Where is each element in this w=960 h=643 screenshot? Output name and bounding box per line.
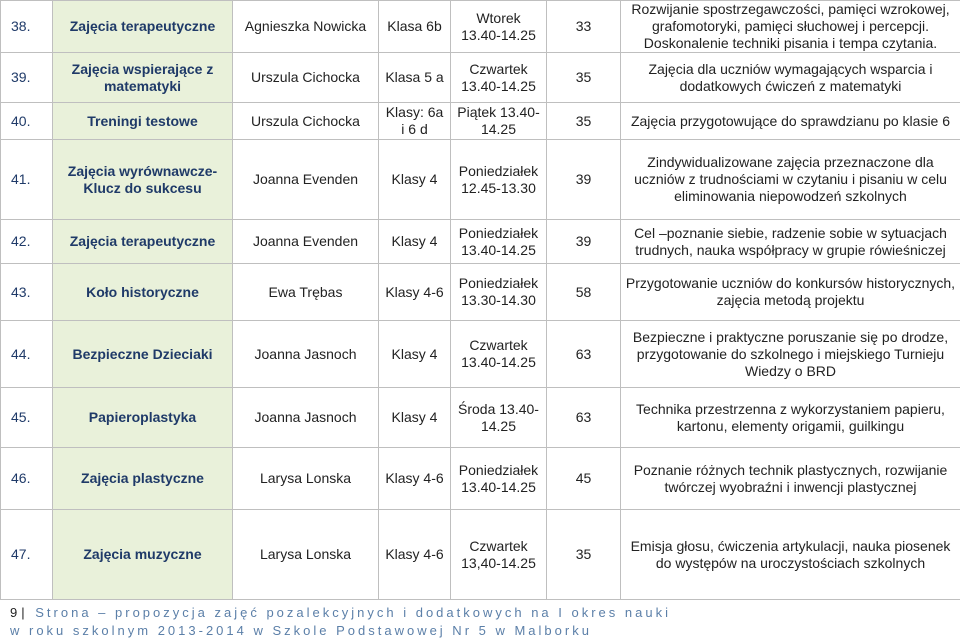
activity-name: Papieroplastyka	[53, 388, 233, 448]
schedule-time: Piątek 13.40-14.25	[451, 103, 547, 140]
teacher-name: Urszula Cichocka	[233, 103, 379, 140]
table-row	[1, 388, 960, 448]
class-group: Klasa 6b	[379, 1, 451, 53]
schedule-time: Poniedziałek 12.45-13.30	[451, 140, 547, 220]
class-group: Klasy 4	[379, 321, 451, 388]
participant-count: 33	[547, 1, 621, 53]
row-number: 47.	[1, 510, 53, 600]
row-number: 46.	[1, 448, 53, 510]
activity-name: Zajęcia wyrównawcze- Klucz do sukcesu	[53, 140, 233, 220]
class-group: Klasa 5 a	[379, 53, 451, 103]
page-footer	[10, 604, 671, 640]
teacher-name: Urszula Cichocka	[233, 53, 379, 103]
table-row	[1, 510, 960, 600]
activity-name: Zajęcia terapeutyczne	[53, 220, 233, 264]
row-number: 42.	[1, 220, 53, 264]
teacher-name: Larysa Lonska	[233, 448, 379, 510]
activity-name: Zajęcia wspierające z matematyki	[53, 53, 233, 103]
footer-separator: |	[21, 605, 25, 620]
footer-text-2: w roku szkolnym 2013-2014 w Szkole Podstawowej Nr 5 w Malborku	[10, 623, 592, 638]
teacher-name: Larysa Lonska	[233, 510, 379, 600]
activity-name: Treningi testowe	[53, 103, 233, 140]
teacher-name: Joanna Evenden	[233, 140, 379, 220]
schedule-time: Poniedziałek 13.40-14.25	[451, 220, 547, 264]
activity-description: Emisja głosu, ćwiczenia artykulacji, nauka piosenek do występów na uroczystościach szkolnych	[621, 510, 960, 600]
table-row	[1, 1, 960, 53]
table-row	[1, 321, 960, 388]
participant-count: 35	[547, 103, 621, 140]
schedule-time: Poniedziałek 13.30-14.30	[451, 264, 547, 321]
row-number: 40.	[1, 103, 53, 140]
row-number: 44.	[1, 321, 53, 388]
class-group: Klasy 4-6	[379, 510, 451, 600]
activity-name: Zajęcia plastyczne	[53, 448, 233, 510]
table-row	[1, 103, 960, 140]
class-group: Klasy 4	[379, 388, 451, 448]
schedule-time: Poniedziałek 13.40-14.25	[451, 448, 547, 510]
activity-name: Zajęcia terapeutyczne	[53, 1, 233, 53]
class-group: Klasy 4-6	[379, 448, 451, 510]
activity-description: Przygotowanie uczniów do konkursów historycznych, zajęcia metodą projektu	[621, 264, 960, 321]
class-group: Klasy 4-6	[379, 264, 451, 321]
schedule-time: Wtorek 13.40-14.25	[451, 1, 547, 53]
schedule-time: Czwartek 13,40-14.25	[451, 510, 547, 600]
participant-count: 39	[547, 220, 621, 264]
teacher-name: Joanna Evenden	[233, 220, 379, 264]
participant-count: 58	[547, 264, 621, 321]
activity-name: Bezpieczne Dzieciaki	[53, 321, 233, 388]
table-row	[1, 53, 960, 103]
activity-description: Technika przestrzenna z wykorzystaniem papieru, kartonu, elementy origamii, guilkingu	[621, 388, 960, 448]
footer-line-1	[10, 604, 671, 622]
activity-description: Zajęcia dla uczniów wymagających wsparcia i dodatkowych ćwiczeń z matematyki	[621, 53, 960, 103]
teacher-name: Ewa Trębas	[233, 264, 379, 321]
participant-count: 63	[547, 321, 621, 388]
row-number: 41.	[1, 140, 53, 220]
table-row	[1, 264, 960, 321]
participant-count: 35	[547, 510, 621, 600]
activity-description: Zindywidualizowane zajęcia przeznaczone dla uczniów z trudnościami w czytaniu i pisaniu w celu eliminowania niepowodzeń szkolnych	[621, 140, 960, 220]
class-group: Klasy 4	[379, 140, 451, 220]
row-number: 39.	[1, 53, 53, 103]
activity-description: Rozwijanie spostrzegawczości, pamięci wzrokowej, grafomotoryki, pamięci słuchowej i percepcji. Doskonalenie techniki pisania i tempa czytania.	[621, 1, 960, 53]
class-group: Klasy 4	[379, 220, 451, 264]
page-number: 9	[10, 605, 18, 620]
participant-count: 39	[547, 140, 621, 220]
teacher-name: Agnieszka Nowicka	[233, 1, 379, 53]
footer-text-1: Strona – propozycja zajęć pozalekcyjnych i dodatkowych na I okres nauki	[35, 605, 671, 620]
activity-description: Cel –poznanie siebie, radzenie sobie w sytuacjach trudnych, nauka współpracy w grupie rówieśniczej	[621, 220, 960, 264]
schedule-time: Środa 13.40-14.25	[451, 388, 547, 448]
activity-description: Poznanie różnych technik plastycznych, rozwijanie twórczej wyobraźni i inwencji plastycznej	[621, 448, 960, 510]
participant-count: 45	[547, 448, 621, 510]
activity-name: Zajęcia muzyczne	[53, 510, 233, 600]
activity-name: Koło historyczne	[53, 264, 233, 321]
schedule-time: Czwartek 13.40-14.25	[451, 53, 547, 103]
activity-description: Bezpieczne i praktyczne poruszanie się po drodze, przygotowanie do szkolnego i miejskiego Turnieju Wiedzy o BRD	[621, 321, 960, 388]
row-number: 45.	[1, 388, 53, 448]
teacher-name: Joanna Jasnoch	[233, 388, 379, 448]
table-row	[1, 448, 960, 510]
table-row	[1, 140, 960, 220]
table-row	[1, 220, 960, 264]
participant-count: 35	[547, 53, 621, 103]
schedule-time: Czwartek 13.40-14.25	[451, 321, 547, 388]
teacher-name: Joanna Jasnoch	[233, 321, 379, 388]
class-group: Klasy: 6a i 6 d	[379, 103, 451, 140]
participant-count: 63	[547, 388, 621, 448]
activity-description: Zajęcia przygotowujące do sprawdzianu po klasie 6	[621, 103, 960, 140]
row-number: 38.	[1, 1, 53, 53]
row-number: 43.	[1, 264, 53, 321]
